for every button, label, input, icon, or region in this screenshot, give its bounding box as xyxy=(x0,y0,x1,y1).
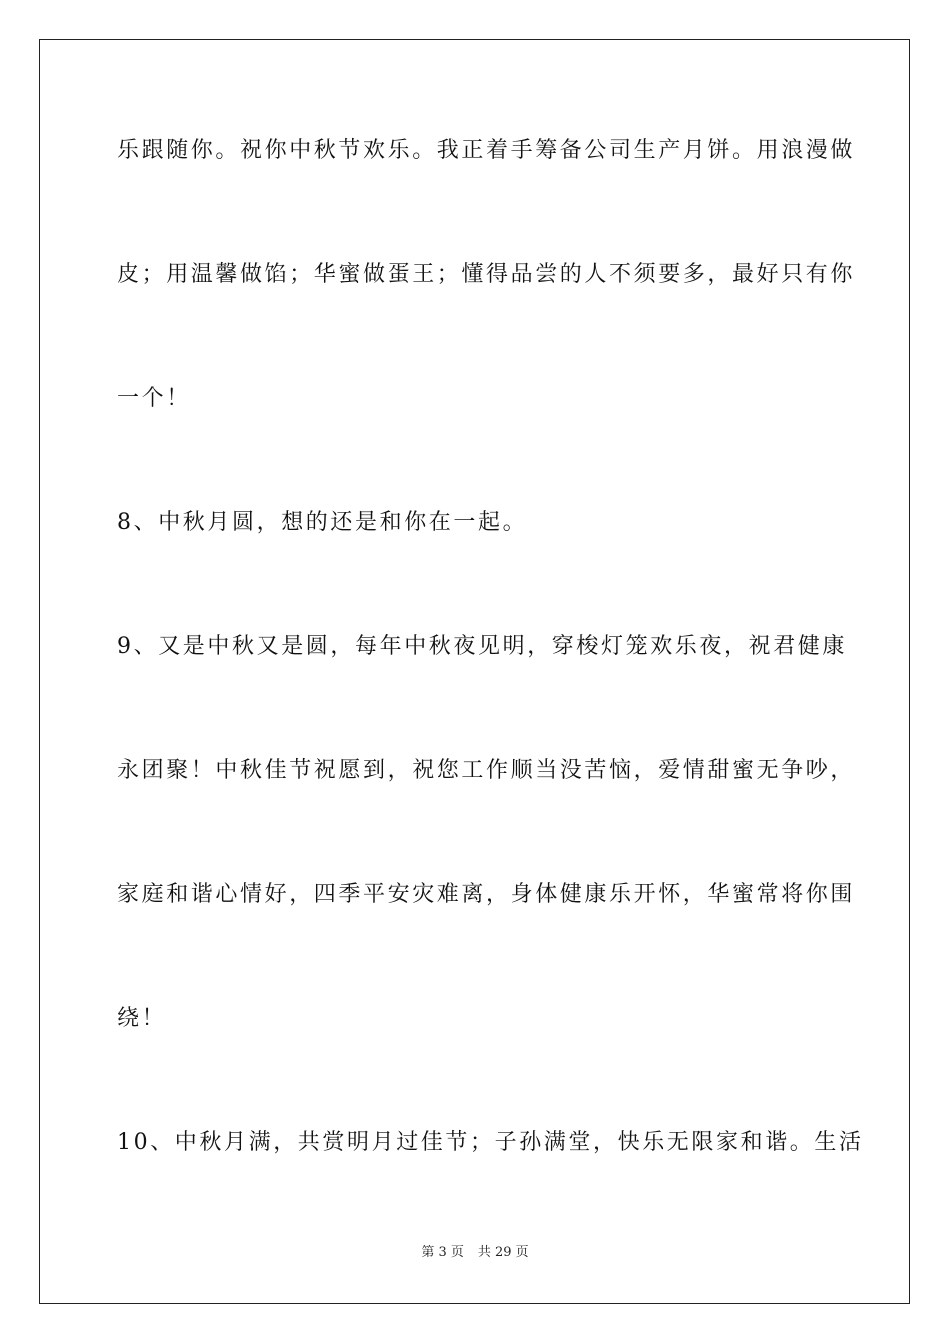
page-total: 共 29 页 xyxy=(477,1245,529,1260)
page-number: 第 3 页 xyxy=(421,1245,464,1260)
text-line: 绕！ xyxy=(117,1006,167,1031)
page-footer xyxy=(0,1245,950,1261)
text-line: 9、又是中秋又是圆，每年中秋夜见明，穿梭灯笼欢乐夜，祝君健康 xyxy=(117,634,847,659)
text-line: 皮；用温馨做馅；华蜜做蛋王；懂得品尝的人不须要多，最好只有你 xyxy=(117,262,856,287)
text-line: 乐跟随你。祝你中秋节欢乐。我正着手筹备公司生产月饼。用浪漫做 xyxy=(117,138,856,163)
text-line: 永团聚！中秋佳节祝愿到，祝您工作顺当没苦恼，爱情甜蜜无争吵， xyxy=(117,758,856,783)
text-line: 10、中秋月满，共赏明月过佳节；子孙满堂，快乐无限家和谐。生活 xyxy=(117,1130,864,1155)
page-border xyxy=(39,39,910,1304)
text-line: 8、中秋月圆，想的还是和你在一起。 xyxy=(117,510,528,535)
text-line: 一个！ xyxy=(117,386,191,411)
text-line: 家庭和谐心情好，四季平安灾难离，身体健康乐开怀，华蜜常将你围 xyxy=(117,882,856,907)
